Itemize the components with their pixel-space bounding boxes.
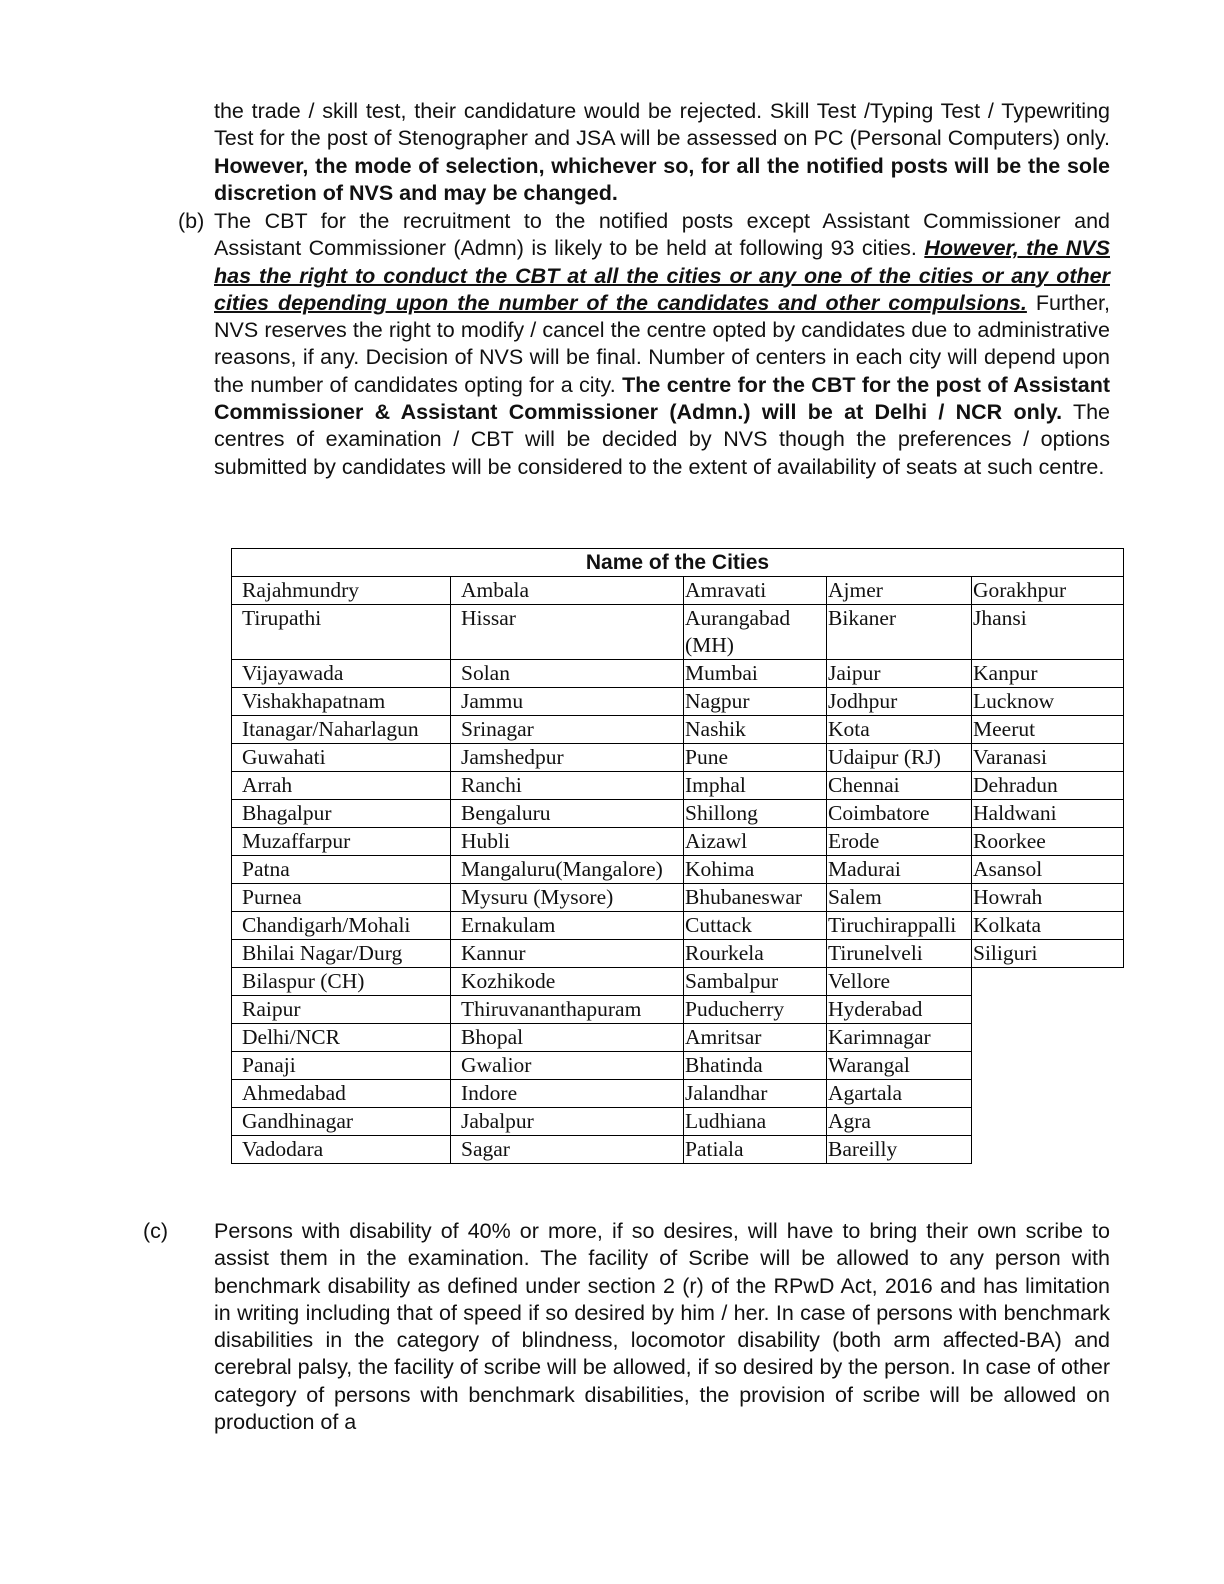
city-cell: Jabalpur bbox=[451, 1108, 684, 1136]
table-row bbox=[232, 968, 1124, 996]
paragraph-b-label: (b) bbox=[178, 209, 205, 233]
paragraph-c-label: (c) bbox=[143, 1219, 169, 1243]
table-row bbox=[232, 1052, 1124, 1080]
paragraph-b-text3: The centres of examination / CBT will be decided by NVS though the preferences / options submitted by candidates will be considered to the extent of availability of seats at such centre. bbox=[214, 400, 1111, 479]
table-row bbox=[232, 688, 1124, 716]
paragraph-b-text2: Further, NVS reserves the right to modify / cancel the centre opted by candidates due to administrative reasons, if any. Decision of NVS will be final. Number of centers in each city will depend upon the number of candidates opting for a city. bbox=[214, 290, 1110, 397]
city-cell: Thiruvananthapuram bbox=[451, 996, 684, 1024]
city-cell: Patiala bbox=[684, 1136, 827, 1164]
cities-table-body bbox=[232, 577, 1124, 1164]
city-cell: Chandigarh/Mohali bbox=[232, 912, 451, 940]
city-cell: Hyderabad bbox=[827, 996, 972, 1024]
city-cell: Agartala bbox=[827, 1080, 972, 1108]
table-title: Name of the Cities bbox=[232, 549, 1124, 577]
city-cell: Puducherry bbox=[684, 996, 827, 1024]
paragraph-b-text1: The CBT for the recruitment to the notified posts except Assistant Commissioner and Assistant Commissioner (Admn) is likely to be held at following 93 cities. bbox=[214, 209, 1110, 261]
city-cell: Warangal bbox=[827, 1052, 972, 1080]
city-cell: Raipur bbox=[232, 996, 451, 1024]
table-row bbox=[232, 884, 1124, 912]
city-cell: Tiruchirappalli bbox=[827, 912, 972, 940]
table-row bbox=[232, 1136, 1124, 1164]
city-cell: Tirupathi bbox=[232, 605, 451, 660]
city-cell: Vellore bbox=[827, 968, 972, 996]
paragraph-a bbox=[214, 98, 1110, 207]
city-cell: Jodhpur bbox=[827, 688, 972, 716]
city-cell: Kanpur bbox=[972, 660, 1124, 688]
table-row bbox=[232, 744, 1124, 772]
city-cell: Varanasi bbox=[972, 744, 1124, 772]
city-cell: Purnea bbox=[232, 884, 451, 912]
city-cell: Bhilai Nagar/Durg bbox=[232, 940, 451, 968]
city-cell: Cuttack bbox=[684, 912, 827, 940]
city-cell: Vadodara bbox=[232, 1136, 451, 1164]
city-cell: Jaipur bbox=[827, 660, 972, 688]
city-cell: Amravati bbox=[684, 577, 827, 605]
city-cell: Bhatinda bbox=[684, 1052, 827, 1080]
city-cell bbox=[972, 1052, 1124, 1080]
city-cell: Ajmer bbox=[827, 577, 972, 605]
city-cell bbox=[972, 1024, 1124, 1052]
city-cell: Bhopal bbox=[451, 1024, 684, 1052]
table-row bbox=[232, 660, 1124, 688]
city-cell: Gwalior bbox=[451, 1052, 684, 1080]
city-cell: Vishakhapatnam bbox=[232, 688, 451, 716]
city-cell bbox=[972, 1108, 1124, 1136]
city-cell: Bengaluru bbox=[451, 800, 684, 828]
city-cell: Sagar bbox=[451, 1136, 684, 1164]
city-cell bbox=[972, 968, 1124, 996]
city-cell: Arrah bbox=[232, 772, 451, 800]
city-cell: Nashik bbox=[684, 716, 827, 744]
table-row bbox=[232, 1080, 1124, 1108]
city-cell: Roorkee bbox=[972, 828, 1124, 856]
city-cell: Delhi/NCR bbox=[232, 1024, 451, 1052]
paragraph-b-bold: The centre for the CBT for the post of Assistant Commissioner & Assistant Commissioner (Admn.) will be at Delhi / NCR only. bbox=[214, 372, 1110, 425]
city-cell: Patna bbox=[232, 856, 451, 884]
paragraph-b-emphasis: However, the NVS has the right to conduct the CBT at all the cities or any one of the cities or any other cities depending upon the number of the candidates and other compulsions. bbox=[214, 236, 1110, 315]
city-cell: Hissar bbox=[451, 605, 684, 660]
city-cell: Tirunelveli bbox=[827, 940, 972, 968]
city-cell: Muzaffarpur bbox=[232, 828, 451, 856]
city-cell: Rourkela bbox=[684, 940, 827, 968]
paragraph-c: Persons with disability of 40% or more, if so desires, will have to bring their own scribe to assist them in the examination. The facility of Scribe will be allowed to any person with benchmark disability as defined under section 2 (r) of the RPwD Act, 2016 and has limitation in writing including that of speed if so desired by him / her. In case of persons with benchmark disabilities in the category of blindness, locomotor disability (both arm affected-BA) and cerebral palsy, the facility of scribe will be allowed, if so desired by the person. In case of other category of persons with benchmark disabilities, the provision of scribe will be allowed on production of a bbox=[214, 1219, 1110, 1435]
table-row bbox=[232, 996, 1124, 1024]
city-cell: Kota bbox=[827, 716, 972, 744]
city-cell: Nagpur bbox=[684, 688, 827, 716]
city-cell: Ludhiana bbox=[684, 1108, 827, 1136]
city-cell: Srinagar bbox=[451, 716, 684, 744]
city-cell: Bhubaneswar bbox=[684, 884, 827, 912]
city-cell: Mumbai bbox=[684, 660, 827, 688]
city-cell: Jammu bbox=[451, 688, 684, 716]
city-cell: Agra bbox=[827, 1108, 972, 1136]
city-cell: Asansol bbox=[972, 856, 1124, 884]
city-cell: Imphal bbox=[684, 772, 827, 800]
table-row bbox=[232, 577, 1124, 605]
city-cell: Kozhikode bbox=[451, 968, 684, 996]
city-cell: Madurai bbox=[827, 856, 972, 884]
paragraph-b bbox=[214, 208, 1110, 481]
city-cell: Chennai bbox=[827, 772, 972, 800]
city-cell: Vijayawada bbox=[232, 660, 451, 688]
city-cell: Salem bbox=[827, 884, 972, 912]
city-cell: Gandhinagar bbox=[232, 1108, 451, 1136]
city-cell bbox=[972, 1080, 1124, 1108]
city-cell: Erode bbox=[827, 828, 972, 856]
city-cell: Aurangabad (MH) bbox=[684, 605, 827, 660]
paragraph-a-bold: However, the mode of selection, whichever so, for all the notified posts will be the sole discretion of NVS and may be changed. bbox=[214, 153, 1110, 205]
city-cell: Guwahati bbox=[232, 744, 451, 772]
table-row bbox=[232, 856, 1124, 884]
city-cell: Kohima bbox=[684, 856, 827, 884]
city-cell: Aizawl bbox=[684, 828, 827, 856]
city-cell: Indore bbox=[451, 1080, 684, 1108]
table-row bbox=[232, 1024, 1124, 1052]
city-cell: Pune bbox=[684, 744, 827, 772]
cities-table bbox=[231, 548, 1124, 1164]
city-cell: Mangaluru(Mangalore) bbox=[451, 856, 684, 884]
city-cell: Bhagalpur bbox=[232, 800, 451, 828]
paragraph-a-text: the trade / skill test, their candidature would be rejected. Skill Test /Typing Test / Typewriting Test for the post of Stenographer and JSA will be assessed on PC (Personal Computers) only. bbox=[214, 99, 1110, 151]
city-cell: Meerut bbox=[972, 716, 1124, 744]
table-row bbox=[232, 716, 1124, 744]
city-cell: Jhansi bbox=[972, 605, 1124, 660]
city-cell: Itanagar/Naharlagun bbox=[232, 716, 451, 744]
city-cell: Jamshedpur bbox=[451, 744, 684, 772]
city-cell: Rajahmundry bbox=[232, 577, 451, 605]
city-cell: Dehradun bbox=[972, 772, 1124, 800]
table-header-row bbox=[232, 549, 1124, 577]
city-cell: Gorakhpur bbox=[972, 577, 1124, 605]
table-row bbox=[232, 828, 1124, 856]
table-row bbox=[232, 772, 1124, 800]
table-row bbox=[232, 605, 1124, 660]
city-cell: Ernakulam bbox=[451, 912, 684, 940]
city-cell: Coimbatore bbox=[827, 800, 972, 828]
city-cell: Sambalpur bbox=[684, 968, 827, 996]
city-cell: Howrah bbox=[972, 884, 1124, 912]
city-cell: Shillong bbox=[684, 800, 827, 828]
city-cell: Panaji bbox=[232, 1052, 451, 1080]
city-cell: Kolkata bbox=[972, 912, 1124, 940]
city-cell: Hubli bbox=[451, 828, 684, 856]
city-cell: Ahmedabad bbox=[232, 1080, 451, 1108]
city-cell: Ranchi bbox=[451, 772, 684, 800]
city-cell: Amritsar bbox=[684, 1024, 827, 1052]
city-cell: Lucknow bbox=[972, 688, 1124, 716]
city-cell: Jalandhar bbox=[684, 1080, 827, 1108]
table-row bbox=[232, 940, 1124, 968]
table-row bbox=[232, 912, 1124, 940]
city-cell: Bareilly bbox=[827, 1136, 972, 1164]
city-cell: Solan bbox=[451, 660, 684, 688]
city-cell: Mysuru (Mysore) bbox=[451, 884, 684, 912]
city-cell bbox=[972, 996, 1124, 1024]
city-cell: Ambala bbox=[451, 577, 684, 605]
city-cell: Haldwani bbox=[972, 800, 1124, 828]
city-cell: Siliguri bbox=[972, 940, 1124, 968]
city-cell bbox=[972, 1136, 1124, 1164]
city-cell: Udaipur (RJ) bbox=[827, 744, 972, 772]
table-row bbox=[232, 1108, 1124, 1136]
city-cell: Bikaner bbox=[827, 605, 972, 660]
city-cell: Bilaspur (CH) bbox=[232, 968, 451, 996]
city-cell: Kannur bbox=[451, 940, 684, 968]
table-row bbox=[232, 800, 1124, 828]
city-cell: Karimnagar bbox=[827, 1024, 972, 1052]
